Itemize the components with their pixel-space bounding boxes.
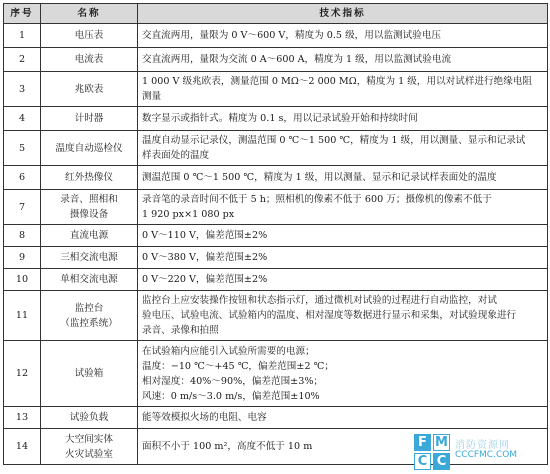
table-header-row <box>4 4 548 24</box>
row-name-line: 试验箱 <box>74 368 104 379</box>
row-spec-line: 能等效模拟火场的电阻、电容 <box>142 412 267 423</box>
row-spec <box>138 190 548 225</box>
watermark-cn-text: 消防资源网 <box>455 440 510 451</box>
row-name <box>41 225 138 247</box>
row-name <box>41 24 138 48</box>
row-spec-line: 测量 <box>142 91 162 102</box>
row-spec-line: 测温范围 0 ℃～1 500 ℃，精度为 1 级，用以测量、显示和记录试样表面处的温度 <box>142 172 497 183</box>
row-spec <box>138 341 548 407</box>
header-no: 序号 <box>4 4 41 24</box>
row-spec <box>138 407 548 429</box>
row-number: 10 <box>4 269 41 291</box>
row-name <box>41 291 138 341</box>
row-number: 8 <box>4 225 41 247</box>
row-spec-line: 1 000 V 级兆欧表，测量范围 0 MΩ～2 000 MΩ，精度为 1 级，用以对试样进行绝缘电阻 <box>142 76 532 87</box>
row-spec <box>138 225 548 247</box>
row-name-line: 直流电源 <box>69 230 109 241</box>
row-spec <box>138 269 548 291</box>
row-spec <box>138 72 548 107</box>
table-row <box>4 72 548 107</box>
row-spec-line: 录音笔的录音时间不低于 5 h；照相机的像素不低于 600 万；摄像机的像素不低于 <box>142 194 492 205</box>
table-row <box>4 291 548 341</box>
row-name <box>41 407 138 429</box>
table-row <box>4 107 548 131</box>
row-name <box>41 166 138 190</box>
row-spec-line: 风速：0 m/s～3.0 m/s，偏差范围±10% <box>142 390 320 402</box>
header-spec: 技术指标 <box>138 4 548 24</box>
row-name-line: （监控系统） <box>60 317 118 329</box>
row-name-line: 兆欧表 <box>74 83 104 95</box>
row-number: 4 <box>4 107 41 131</box>
table-row <box>4 190 548 225</box>
row-name-line: 电流表 <box>74 54 104 65</box>
row-spec <box>138 131 548 166</box>
row-spec-line: 相对湿度：40%～90%，偏差范围±3%； <box>142 375 324 387</box>
row-name-line: 火灾试验室 <box>65 448 113 460</box>
row-name-line: 电压表 <box>74 30 104 41</box>
row-name <box>41 107 138 131</box>
row-number: 6 <box>4 166 41 190</box>
row-number: 13 <box>4 407 41 429</box>
row-spec-line: 在试验箱内应能引入试验所需要的电源； <box>142 345 315 357</box>
row-number: 3 <box>4 72 41 107</box>
row-spec-line: 0 V～220 V，偏差范围±2% <box>142 274 268 285</box>
row-name <box>41 48 138 72</box>
row-name-line: 监控台 <box>74 302 104 314</box>
row-spec <box>138 429 548 465</box>
row-spec-line: 交直流两用，量限为交流 0 A～600 A，精度为 1 级，用以监测试验电流 <box>142 54 452 65</box>
row-spec-line: 录音、录像和拍照 <box>142 325 219 336</box>
row-spec-line: 监控台上应安装操作按钮和状态指示灯，通过微机对试验的过程进行自动监控，对试 <box>142 295 497 306</box>
row-spec <box>138 166 548 190</box>
row-spec <box>138 247 548 269</box>
row-number: 12 <box>4 341 41 407</box>
row-name-line: 录音、照相和 <box>60 194 118 205</box>
row-name-line: 计时器 <box>74 113 104 124</box>
table-row <box>4 131 548 166</box>
row-spec-line: 样表面处的温度 <box>142 150 210 161</box>
row-name <box>41 247 138 269</box>
row-spec <box>138 48 548 72</box>
table-body <box>4 24 548 465</box>
table-row <box>4 407 548 429</box>
table-row <box>4 429 548 465</box>
table-row <box>4 166 548 190</box>
row-spec-line: 0 V～380 V，偏差范围±2% <box>142 252 268 263</box>
row-spec-line: 交直流两用，量限为 0 V～600 V，精度为 0.5 级，用以监测试验电压 <box>142 30 442 41</box>
row-number: 9 <box>4 247 41 269</box>
row-name-line: 摄像设备 <box>69 209 109 220</box>
row-name-line: 温度自动巡检仪 <box>55 142 123 154</box>
table-row <box>4 225 548 247</box>
row-spec-line: 0 V～110 V，偏差范围±2% <box>142 230 268 241</box>
watermark-url: CCCFMC.COM <box>455 450 518 460</box>
row-spec <box>138 291 548 341</box>
row-name <box>41 131 138 166</box>
row-number: 5 <box>4 131 41 166</box>
row-name <box>41 72 138 107</box>
row-name-line: 大空间实体 <box>65 433 113 445</box>
row-spec-line: 验电压、试验电流、试验箱内的温度、相对湿度等数据进行显示和采集，对试验现象进行 <box>142 310 517 321</box>
row-name-line: 三相交流电源 <box>60 252 118 263</box>
row-name-line: 单相交流电源 <box>60 274 118 285</box>
row-spec-line: 面积不小于 100 m²，高度不低于 10 m <box>142 441 313 452</box>
row-number: 1 <box>4 24 41 48</box>
row-name-line: 试验负载 <box>69 412 109 423</box>
table-row <box>4 341 548 407</box>
row-spec-line: 1 920 px×1 080 px <box>142 209 235 220</box>
row-name <box>41 341 138 407</box>
row-number: 2 <box>4 48 41 72</box>
header-name: 名称 <box>41 4 138 24</box>
row-number: 7 <box>4 190 41 225</box>
spec-table <box>3 3 548 465</box>
row-name <box>41 269 138 291</box>
table-row <box>4 269 548 291</box>
row-spec <box>138 107 548 131</box>
row-number: 14 <box>4 429 41 465</box>
row-spec-line: 数字显示或指针式。精度为 0.1 s，用以记录试验开始和持续时间 <box>142 113 418 124</box>
row-name-line: 红外热像仪 <box>65 172 113 183</box>
row-spec <box>138 24 548 48</box>
table-row <box>4 247 548 269</box>
row-spec-line: 温度自动显示记录仪，测温范围 0 ℃～1 500 ℃，精度为 1 级，用以测量、显示和记录试 <box>142 135 526 146</box>
row-name <box>41 429 138 465</box>
fmcc-logo-icon: F M C C <box>414 434 450 470</box>
table-row <box>4 48 548 72</box>
row-spec-line: 温度：−10 ℃～+45 ℃，偏差范围±2 ℃； <box>142 360 334 372</box>
row-number: 11 <box>4 291 41 341</box>
row-name <box>41 190 138 225</box>
table-row <box>4 24 548 48</box>
